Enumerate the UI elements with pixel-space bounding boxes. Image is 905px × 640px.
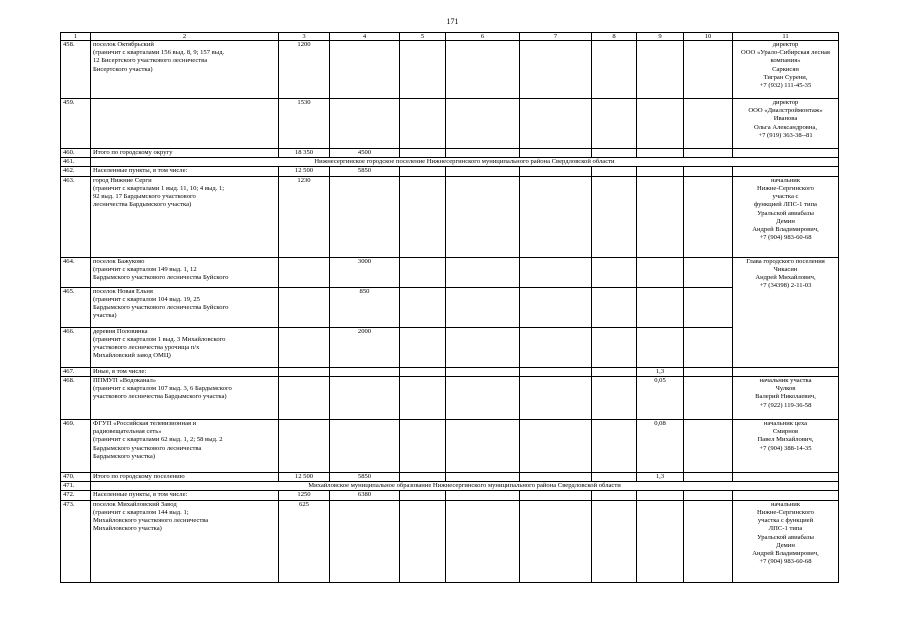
row-number: 465. <box>61 287 91 327</box>
data-table <box>60 32 839 583</box>
section-row <box>61 482 839 491</box>
value-col9: 1,3 <box>637 472 684 481</box>
header-cell: 10 <box>684 33 733 41</box>
header-cell: 7 <box>520 33 592 41</box>
table-row <box>61 176 839 257</box>
row-number: 458. <box>61 41 91 99</box>
row-number: 463. <box>61 176 91 257</box>
table-row <box>61 500 839 582</box>
header-cell: 4 <box>330 33 400 41</box>
value-col4: 3000 <box>330 257 400 287</box>
row-number: 469. <box>61 419 91 472</box>
header-cell: 5 <box>400 33 446 41</box>
value-col9: 0,08 <box>637 419 684 472</box>
settlement-name: Итого по городскому поселению <box>91 472 279 481</box>
settlement-name: Итого по городскому округу <box>91 149 279 158</box>
value-col9: 1,3 <box>637 367 684 376</box>
value-col4: 5850 <box>330 167 400 176</box>
responsible-contact: начальник Нижне-Сергинского участка с функцией ЛПС-1 типа Уральской авиабазы Демин Андрей Владимирович, +7 (904) 983-60-68 <box>733 176 839 257</box>
row-number: 473. <box>61 500 91 582</box>
settlement-name: Населенные пункты, в том числе: <box>91 167 279 176</box>
responsible-contact: директор ООО «Урало-Сибирская лесная компания» Саркисян Тигран Сурени, +7 (932) 111-45-35 <box>733 41 839 99</box>
table-row <box>61 41 839 99</box>
value-col4: 2000 <box>330 327 400 367</box>
section-row <box>61 158 839 167</box>
value-col4: 5850 <box>330 472 400 481</box>
section-title: Нижнесергинское городское поселение Нижнесергинского муниципального района Свердловской области <box>91 158 839 167</box>
value-col4: 4500 <box>330 149 400 158</box>
row-number: 466. <box>61 327 91 367</box>
value-col3: 625 <box>279 500 330 582</box>
table-row <box>61 491 839 500</box>
settlement-name: деревня Половинка (граничит с кварталом 1 выд. 3 Михайловского участкового лесничества урочища п/х Михайловский завод ОМЦ) <box>91 327 279 367</box>
value-col3: 12 500 <box>279 472 330 481</box>
header-cell: 3 <box>279 33 330 41</box>
row-number: 462. <box>61 167 91 176</box>
settlement-name: ФГУП «Российская телевизионная и радиовещательная сеть» (граничит с кварталами 62 выд. 1, 2; 58 выд. 2 Бардымского участкового лесничества Бардымского участка) <box>91 419 279 472</box>
settlement-name: поселок Михайловский Завод (граничит с кварталом 144 выд. 1; Михайловского участкового лесничества Михайловского участка) <box>91 500 279 582</box>
table-row <box>61 472 839 481</box>
header-cell: 1 <box>61 33 91 41</box>
row-number: 461. <box>61 158 91 167</box>
row-number: 471. <box>61 482 91 491</box>
table-row <box>61 327 839 367</box>
table-row <box>61 419 839 472</box>
value-col4: 6380 <box>330 491 400 500</box>
value-col3: 12 500 <box>279 167 330 176</box>
responsible-contact: начальник Нижне-Сергинского участка с функцией ЛПС-1 типа Уральской авиабазы Демин Андрей Владимирович, +7 (904) 983-60-68 <box>733 500 839 582</box>
responsible-contact: директор ООО «Диалстроймонтаж» Иванова Ольга Александровна, +7 (919) 363-38--81 <box>733 99 839 149</box>
header-cell: 8 <box>592 33 637 41</box>
value-col3: 1230 <box>279 176 330 257</box>
settlement-name: ППМУП «Водоканал» (граничит с кварталом 107 выд. 3, 6 Бардымского участкового лесничества Бардымского участка) <box>91 376 279 419</box>
row-number: 472. <box>61 491 91 500</box>
row-number: 470. <box>61 472 91 481</box>
value-col4: 850 <box>330 287 400 327</box>
settlement-name: поселок Новая Ельня (граничит с кварталом 104 выд. 19, 25 Бардымского участкового лесничества Буйского участка) <box>91 287 279 327</box>
table-row <box>61 257 839 287</box>
value-col3: 1530 <box>279 99 330 149</box>
value-col9: 0,05 <box>637 376 684 419</box>
table-row <box>61 367 839 376</box>
header-cell: 11 <box>733 33 839 41</box>
header-row <box>61 33 839 41</box>
header-cell: 6 <box>446 33 520 41</box>
settlement-name: поселок Октябрьский (граничит с кварталами 156 выд. 8, 9; 157 выд. 12 Бисертского участкового лесничества Бисертского участка) <box>91 41 279 99</box>
responsible-contact: начальник цеха Смирнов Павел Михайлович, +7 (904) 388-14-35 <box>733 419 839 472</box>
settlement-name: Иные, в том числе: <box>91 367 279 376</box>
settlement-name: Населенные пункты, в том числе: <box>91 491 279 500</box>
header-cell: 9 <box>637 33 684 41</box>
row-number: 464. <box>61 257 91 287</box>
value-col3: 18 350 <box>279 149 330 158</box>
table-row <box>61 376 839 419</box>
value-col3: 1200 <box>279 41 330 99</box>
row-number: 459. <box>61 99 91 149</box>
page-number: 171 <box>446 17 459 26</box>
section-title: Михайловское муниципальное образование Нижнесергинского муниципального района Свердловской области <box>91 482 839 491</box>
table-row <box>61 99 839 149</box>
row-number: 468. <box>61 376 91 419</box>
table-row <box>61 287 839 327</box>
row-number: 460. <box>61 149 91 158</box>
responsible-contact: Глава городского поселения Чикасин Андрей Михайлович, +7 (34398) 2-11-03 <box>733 257 839 367</box>
settlement-name: поселок Бажуково (граничит с кварталом 149 выд. 1, 12 Бардымского участкового лесничества Буйского <box>91 257 279 287</box>
table-row <box>61 167 839 176</box>
responsible-contact: начальник участка Чулков Валерий Николаевич, +7 (922) 119-36-58 <box>733 376 839 419</box>
settlement-name: город Нижние Серги (граничит с кварталами 1 выд. 11, 10; 4 выд. 1; 92 выд. 17 Бардымского участкового лесничества Бардымского участка) <box>91 176 279 257</box>
header-cell: 2 <box>91 33 279 41</box>
value-col3: 1250 <box>279 491 330 500</box>
table-row <box>61 149 839 158</box>
row-number: 467. <box>61 367 91 376</box>
